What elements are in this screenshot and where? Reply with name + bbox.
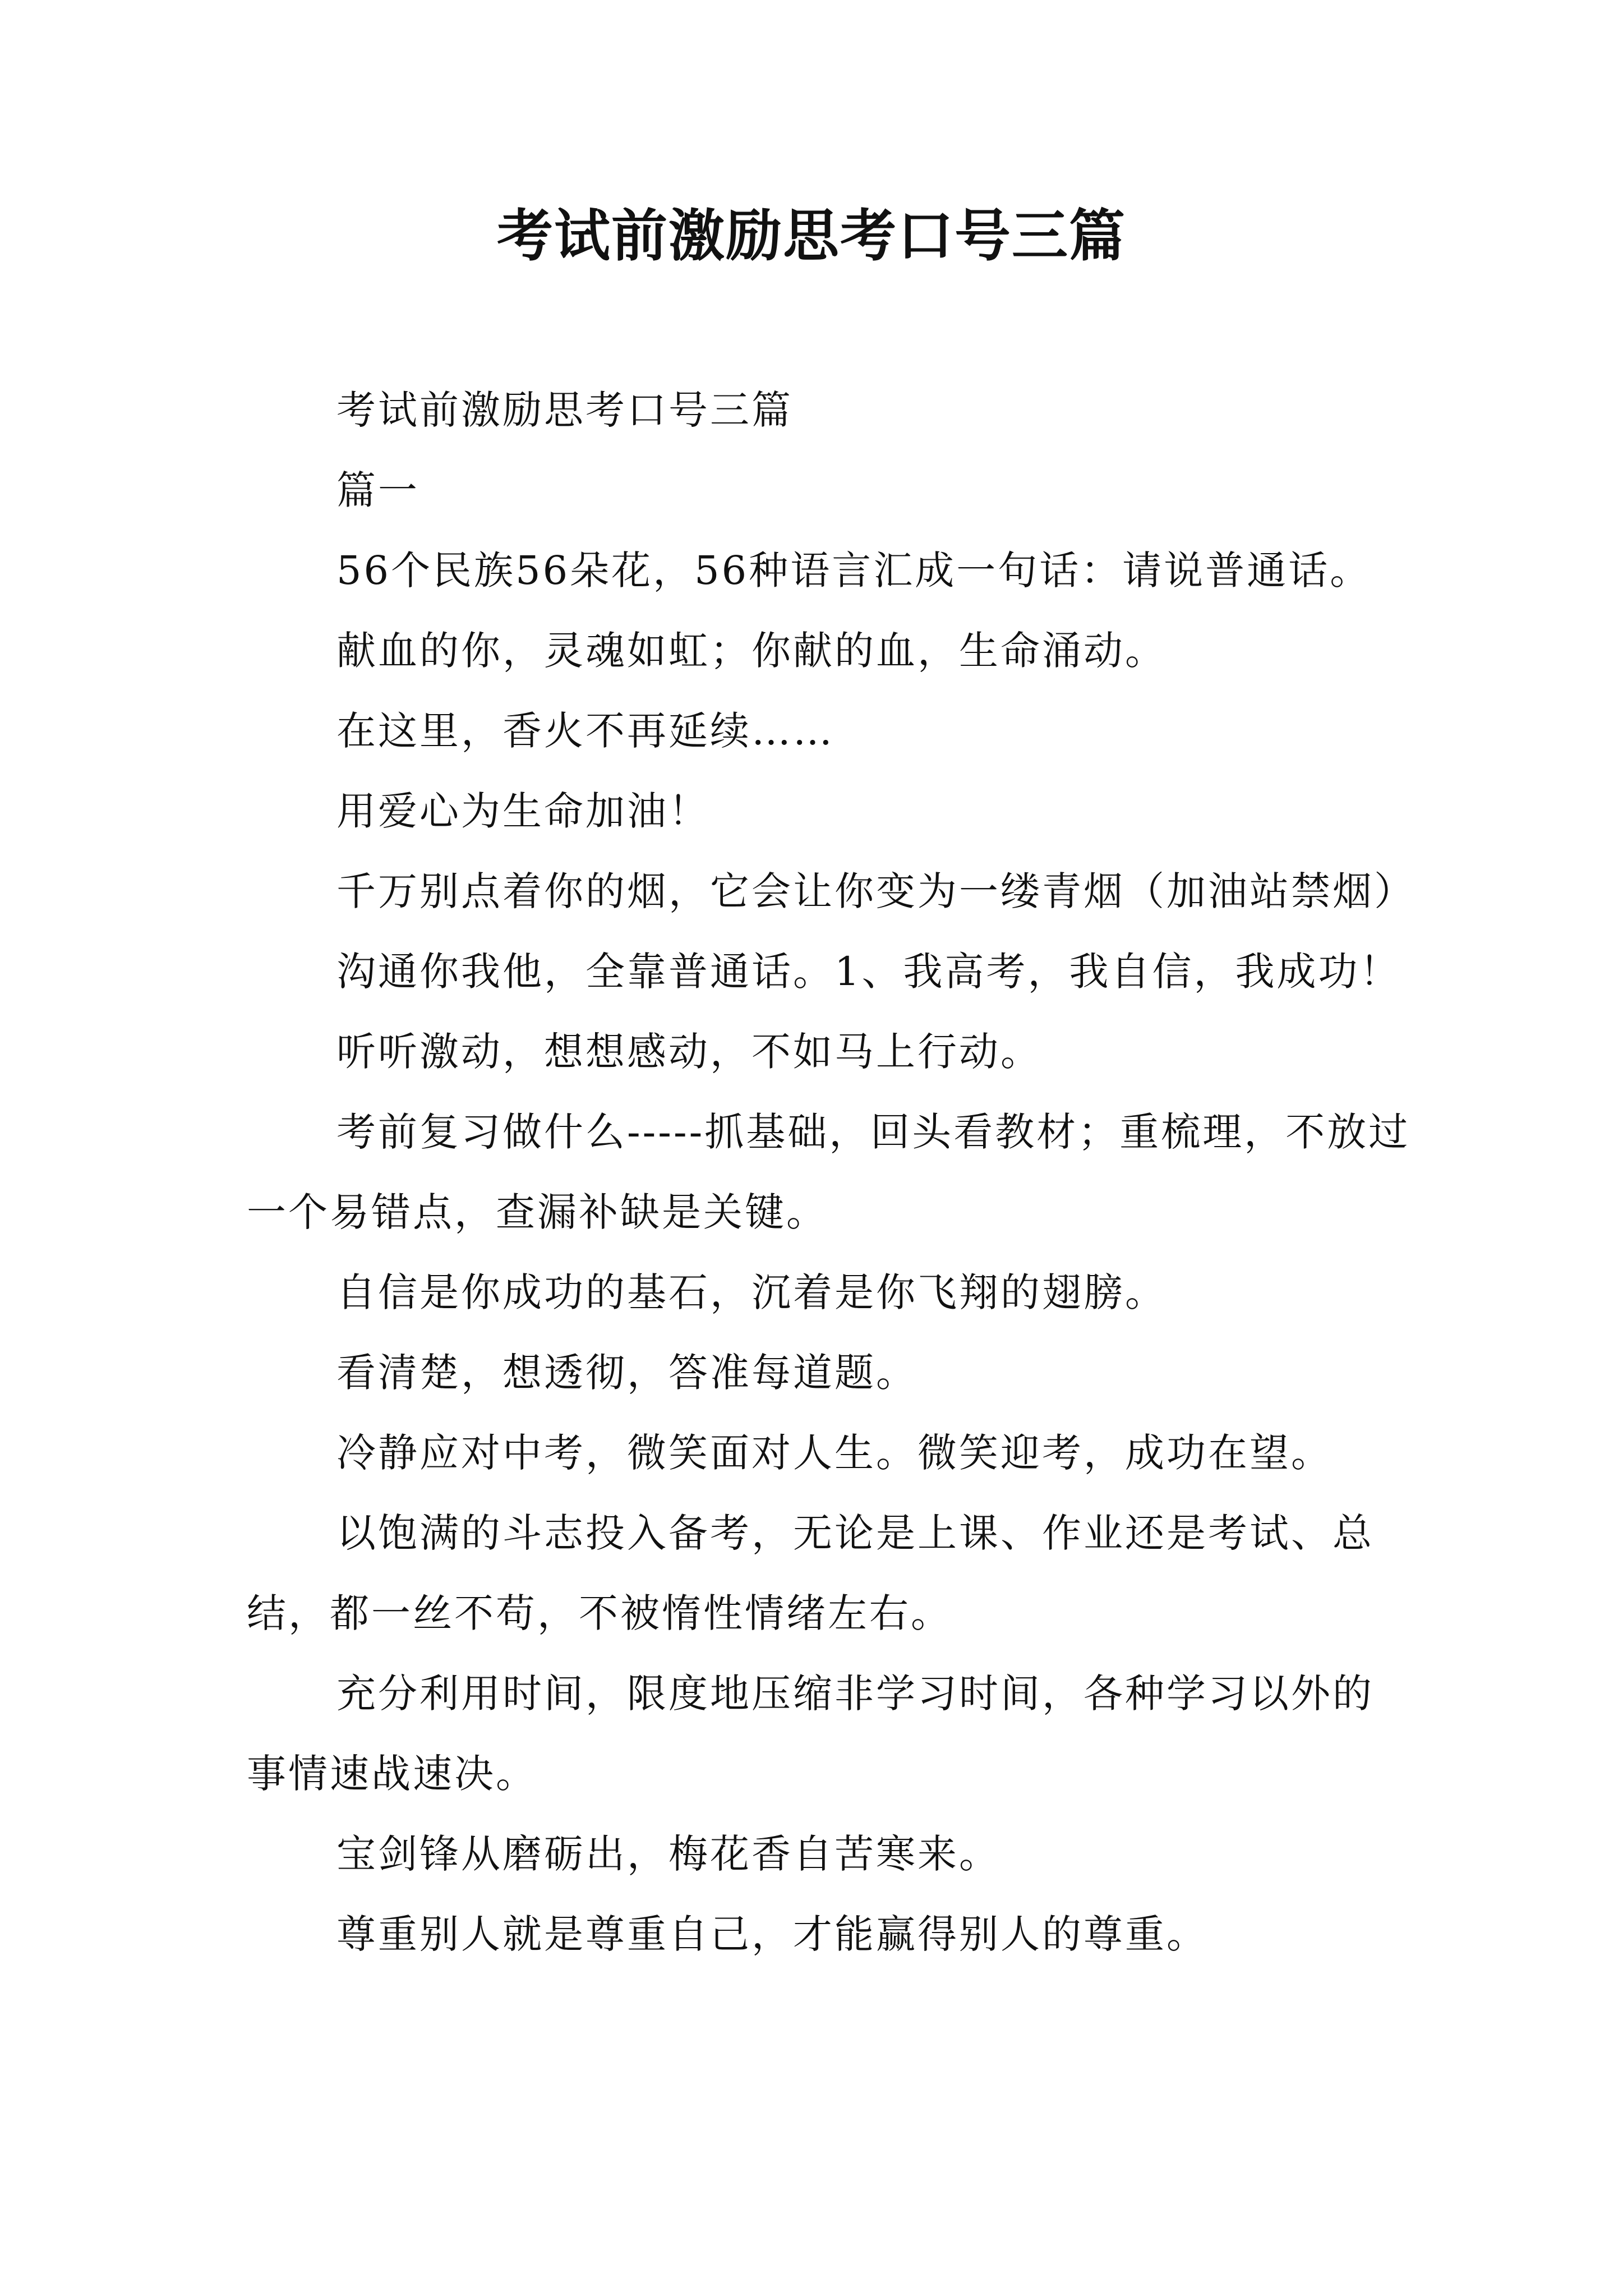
paragraph: 献血的你，灵魂如虹；你献的血，生命涌动。: [336, 628, 1166, 674]
paragraph: 在这里，香火不再延续……: [336, 708, 834, 754]
paragraph-subtitle: 考试前激励思考口号三篇: [336, 387, 793, 433]
paragraph: 千万别点着你的烟，它会让你变为一缕青烟（加油站禁烟）: [336, 868, 1415, 914]
paragraph: 56个民族56朵花，56种语言汇成一句话：请说普通话。: [336, 547, 1372, 593]
paragraph: 看清楚，想透彻，答准每道题。: [336, 1350, 917, 1396]
document-body: [247, 370, 1413, 1975]
paragraph-section-heading: 篇一: [336, 467, 419, 513]
paragraph: 尊重别人就是尊重自己，才能赢得别人的尊重。: [336, 1911, 1208, 1957]
paragraph: 以饱满的斗志投入备考，无论是上课、作业还是考试、总结，都一丝不苟，不被惰性情绪左右。: [247, 1510, 1374, 1636]
paragraph: 自信是你成功的基石，沉着是你飞翔的翅膀。: [336, 1269, 1166, 1315]
paragraph: 充分利用时间，限度地压缩非学习时间，各种学习以外的事情速战速决。: [247, 1671, 1374, 1797]
paragraph: 用爱心为生命加油！: [336, 788, 710, 834]
paragraph: 宝剑锋从磨砺出，梅花香自苦寒来。: [336, 1831, 1000, 1877]
document-title: 考试前激励思考口号三篇: [497, 203, 1126, 269]
paragraph: 冷静应对中考，微笑面对人生。微笑迎考，成功在望。: [336, 1430, 1332, 1476]
paragraph: 听听激动，想想感动，不如马上行动。: [336, 1029, 1042, 1075]
paragraph: 考前复习做什么-----抓基础，回头看教材；重梳理，不放过一个易错点，查漏补缺是关键。: [247, 1109, 1410, 1235]
paragraph: 沟通你我他，全靠普通话。1、我高考，我自信，我成功！: [336, 949, 1401, 995]
